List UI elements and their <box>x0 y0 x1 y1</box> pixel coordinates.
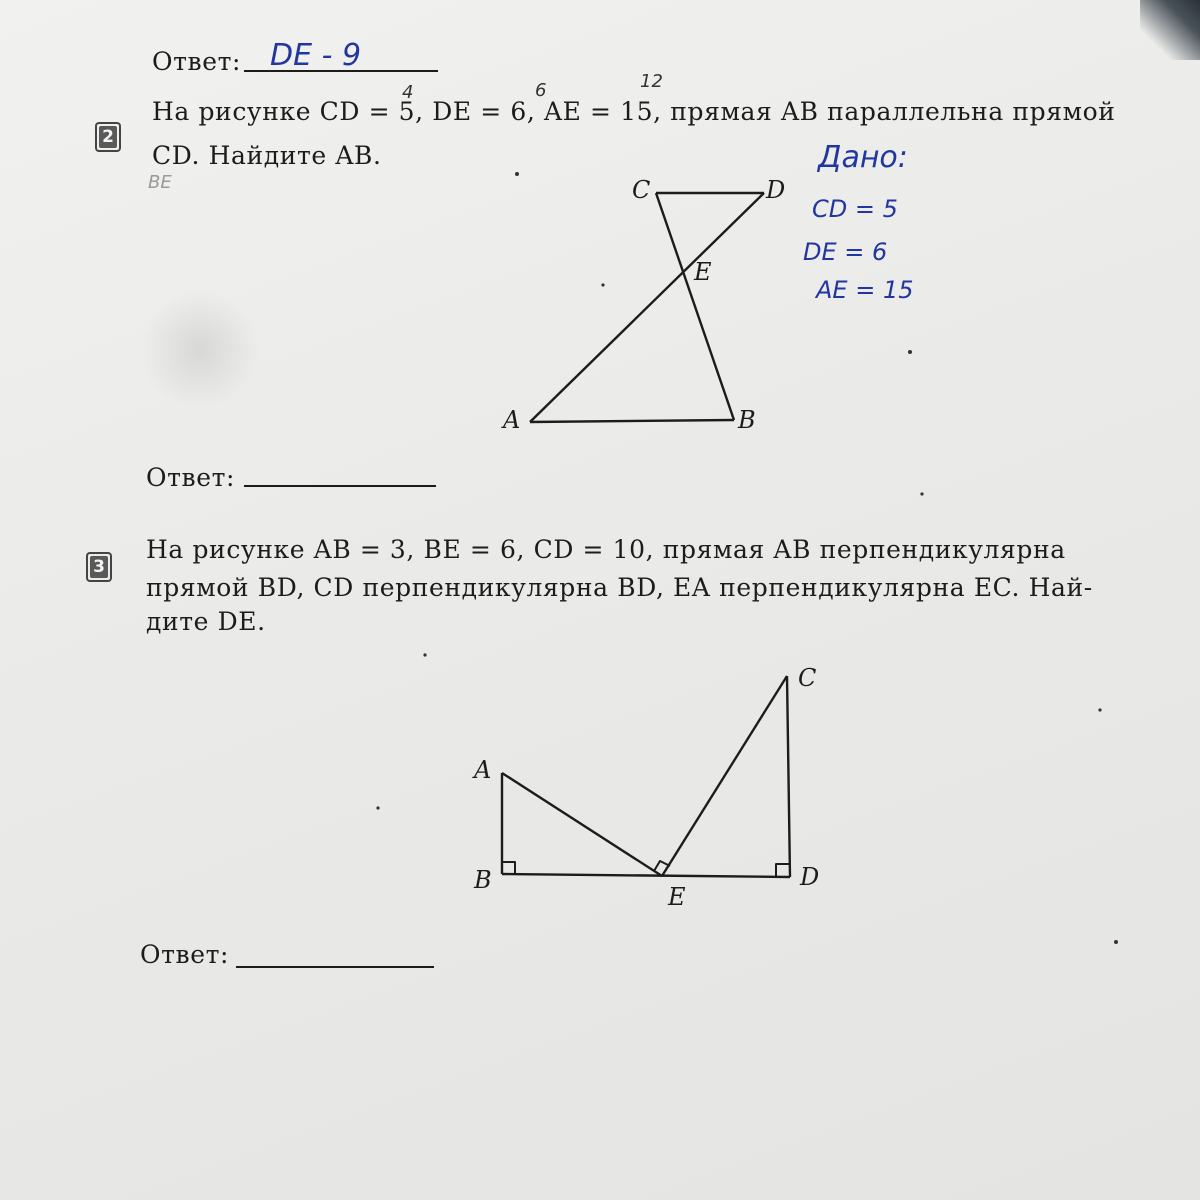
answer-label-3: Ответ: <box>140 940 230 969</box>
segment-ab <box>530 420 734 422</box>
given-line-1: CD = 5 <box>812 195 898 223</box>
pencil-dot <box>601 283 604 286</box>
segment-da <box>530 193 764 422</box>
given-title: Дано: <box>818 140 908 175</box>
problem2-text-line1: На рисунке CD = 5, DE = 6, AE = 15, прямая AB параллельна прямой <box>152 97 1116 126</box>
given-line-3: AE = 15 <box>816 276 914 304</box>
pencil-dot <box>423 653 426 656</box>
segment-ae <box>502 773 662 876</box>
answer-label-2: Ответ: <box>146 463 236 492</box>
fig3-label-a: A <box>474 756 492 784</box>
problem3-text-line2: прямой BD, CD перпендикулярна BD, EA перпендикулярна EC. Най- <box>146 573 1093 602</box>
fig2-label-a: A <box>503 406 521 434</box>
given-line-2: DE = 6 <box>803 238 888 266</box>
pencil-note: BE <box>148 172 172 193</box>
problem3-text-line1: На рисунке AB = 3, BE = 6, CD = 10, прямая AB перпендикулярна <box>146 535 1066 564</box>
pencil-dot <box>908 350 912 354</box>
handwritten-answer-1: DE - 9 <box>270 38 362 73</box>
fig2-label-e: E <box>694 258 712 286</box>
pencil-dot <box>376 806 379 809</box>
pencil-dot <box>1098 708 1101 711</box>
pencil-dot <box>920 492 923 495</box>
fig3-label-e: E <box>668 883 686 911</box>
fig2-label-d: D <box>766 176 786 204</box>
annotation-cd: 4 <box>402 82 414 103</box>
segment-bd <box>502 874 790 877</box>
right-angle-b <box>502 862 515 874</box>
fig2-label-c: C <box>632 176 651 204</box>
annotation-ae: 12 <box>640 71 663 92</box>
segment-cd <box>787 676 790 877</box>
fig2-label-b: B <box>738 406 756 434</box>
right-angle-d <box>776 864 789 877</box>
annotation-de: 6 <box>535 80 547 101</box>
pencil-dot <box>515 172 519 176</box>
fig3-label-d: D <box>800 863 820 891</box>
pencil-dot <box>1114 940 1118 944</box>
segment-cb <box>656 193 734 420</box>
problem2-text-line2: CD. Найдите AB. <box>152 141 382 170</box>
problem3-text-line3: дите DE. <box>146 607 266 636</box>
problem-number-badge-3: 3 <box>86 552 112 582</box>
segment-ec <box>662 676 787 876</box>
problem-number-badge-2: 2 <box>95 122 121 152</box>
figure-problem3 <box>502 676 790 877</box>
figure-problem2 <box>530 193 764 422</box>
fig3-label-c: C <box>798 664 817 692</box>
answer-label-1: Ответ: <box>152 47 242 76</box>
fig3-label-b: B <box>474 866 492 894</box>
